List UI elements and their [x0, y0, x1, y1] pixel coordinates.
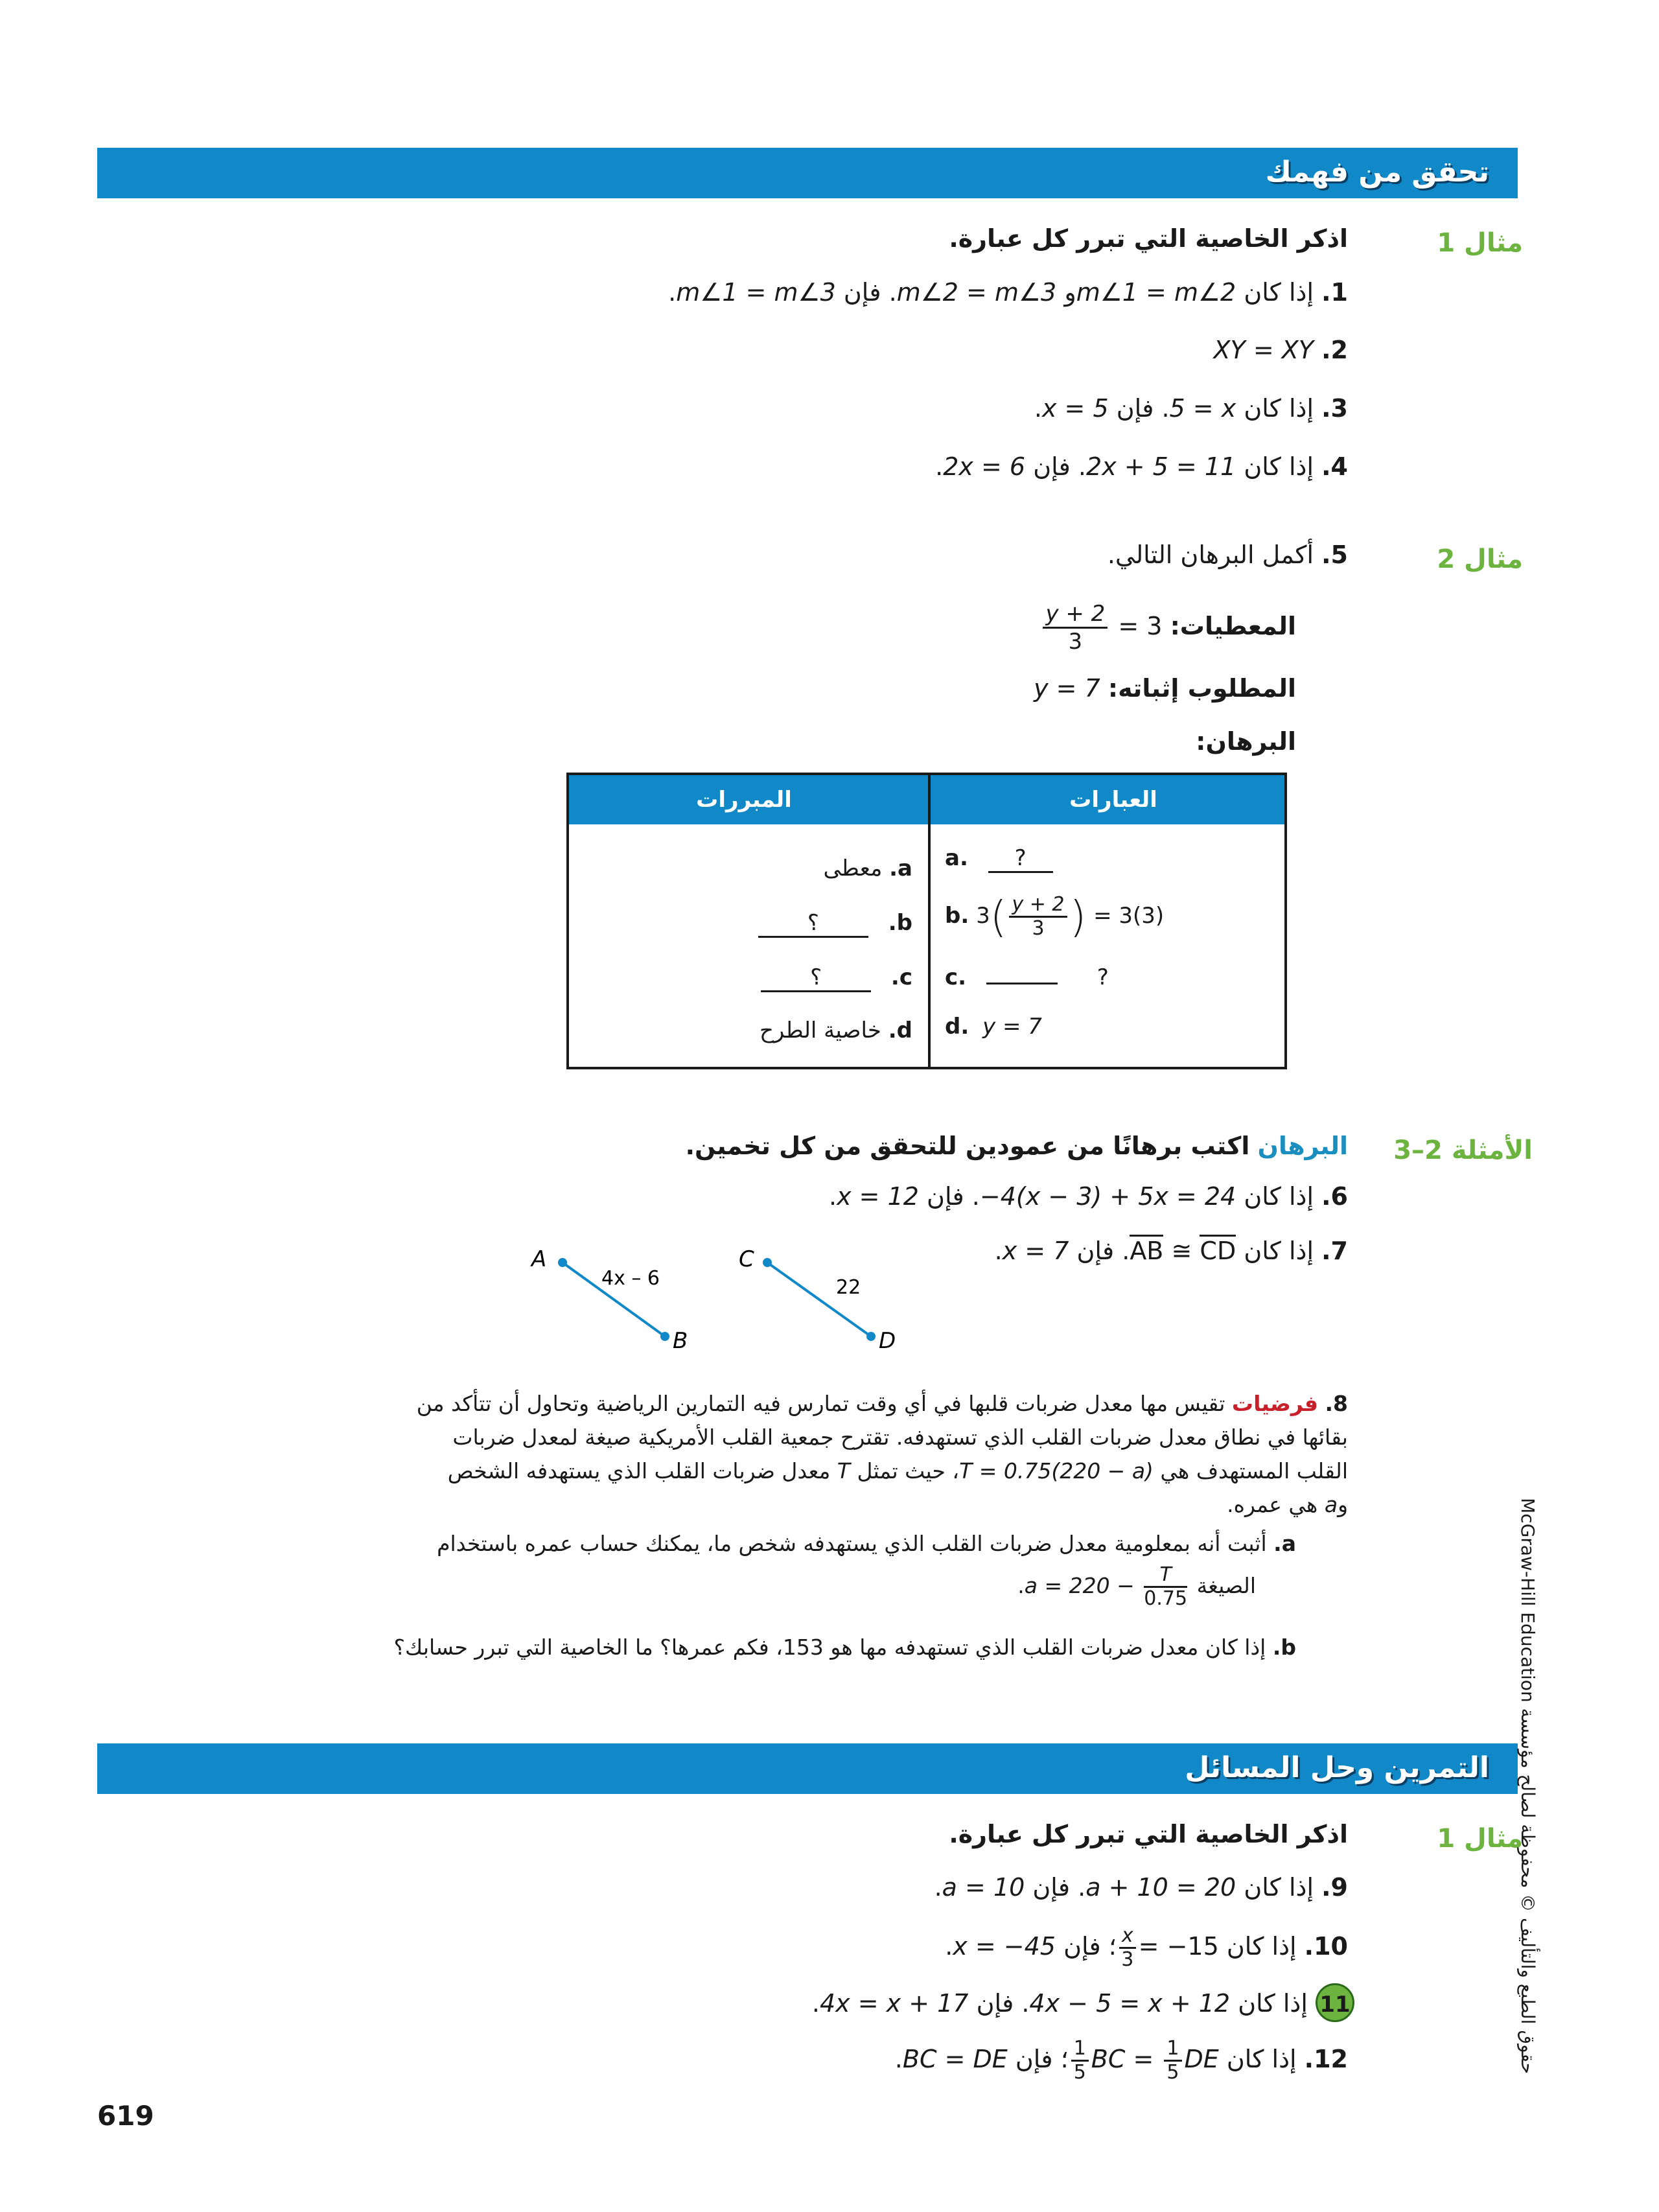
reasons-header: المبررات	[696, 787, 792, 813]
instruction-block	[311, 1129, 1348, 1163]
problem-7: 7. إذا كان AB ≅ CD. فإن x = 7.	[700, 1234, 1348, 1270]
length-label-ab: 4x – 6	[601, 1267, 660, 1290]
problem-10: 10. إذا كان $\frac{x}{3}$ = −15؛ فإن x = −45.	[945, 1924, 1348, 1971]
hypothesis-tag: فرضيات	[1231, 1391, 1318, 1416]
segment-ab: AB	[1130, 1235, 1163, 1265]
instruction-block	[376, 1817, 1348, 1851]
problem-number: 2.	[1321, 336, 1348, 364]
problem-number: 1.	[1321, 278, 1348, 307]
problem-6: 6. إذا كان −4(x − 3) + 5x = 24. فإن x = 12.	[829, 1182, 1348, 1211]
statement-d: d. y = 7	[945, 1014, 1042, 1040]
problem-number: 8.	[1325, 1391, 1348, 1416]
problem-number: 10.	[1304, 1932, 1348, 1961]
problem-number: 3.	[1321, 394, 1348, 423]
proof-label-block	[648, 725, 1296, 758]
problem-9: 9. إذا كان a + 10 = 20. فإن a = 10.	[934, 1873, 1348, 1902]
example-label: الأمثلة 2–3	[1393, 1135, 1533, 1165]
problem-number: 6.	[1321, 1182, 1348, 1211]
problem-number: 12.	[1304, 2045, 1348, 2073]
statements-header: العبارات	[1069, 787, 1157, 813]
segment-figures	[518, 1231, 920, 1361]
point-a	[558, 1258, 567, 1267]
point-d	[866, 1332, 876, 1341]
proof-table-header	[569, 775, 1284, 824]
problem-number: 7.	[1321, 1237, 1348, 1265]
prove-block: المطلوب إثباته: y = 7	[1034, 674, 1296, 703]
section-banner-practice	[97, 1743, 1518, 1794]
instruction: اذكر الخاصية التي تبرر كل عبارة.	[949, 224, 1348, 253]
statement-c: c. ?	[945, 964, 1109, 990]
proof-label: البرهان:	[1196, 727, 1296, 756]
problem-8b: b. إذا كان معدل ضربات القلب الذي تستهدفه مها هو 153، فكم عمرها؟ ما الخاصية التي تبرر حسابك؟	[393, 1635, 1296, 1660]
example-label: مثال 1	[1437, 1824, 1523, 1854]
section-banner-check	[97, 148, 1518, 198]
label-b: B	[673, 1328, 688, 1354]
problem-8a: a. أثبت أنه بمعلومية معدل ضربات القلب الذي يستهدفه شخص ما، يمكنك حساب عمره باستخدام الصيغة a = 220 − $\frac{T}{0.75}$ .	[437, 1531, 1296, 1610]
section-title: التمرين وحل المسائل	[1185, 1751, 1489, 1784]
reason-d: d. خاصية الطرح	[759, 1018, 912, 1043]
segment-ab-figure	[530, 1246, 688, 1354]
problem-number: 4.	[1321, 452, 1348, 481]
instruction: اذكر الخاصية التي تبرر كل عبارة.	[949, 1820, 1348, 1848]
problem-4: 4. إذا كان 2x + 5 = 11. فإن 2x = 6.	[935, 452, 1348, 481]
proof-tag: البرهان	[1257, 1132, 1348, 1160]
segment-cd: CD	[1200, 1235, 1236, 1265]
point-c	[763, 1258, 772, 1267]
problem-12: 12. إذا كان $\frac{1}{5}$ BC = $\frac{1}{5}$ DE؛ فإن BC = DE.	[894, 2037, 1348, 2084]
page-number: 619	[97, 2100, 154, 2132]
label-c: C	[739, 1246, 754, 1272]
statement-b: b. 3( $\frac{y + 2}{3}$ ) = 3(3)	[945, 892, 1165, 942]
problem-5: 5. أكمل البرهان التالي.	[1107, 541, 1348, 569]
point-b	[660, 1332, 669, 1341]
prove-label: المطلوب إثباته:	[1108, 674, 1296, 703]
section-title: تحقق من فهمك	[1265, 156, 1489, 189]
instruction-block	[376, 222, 1348, 255]
length-label-cd: 22	[836, 1276, 861, 1299]
given-block: المعطيات: $\frac{y + 2}{3}$ = 3	[648, 587, 1296, 651]
reason-c: c. ؟	[761, 964, 912, 992]
reason-a: a. معطى	[823, 856, 912, 881]
problem-number-highlight: 11	[1316, 1983, 1354, 2022]
reason-b: b. ؟	[758, 910, 912, 938]
problem-number: 9.	[1321, 1873, 1348, 1902]
instruction: اكتب برهانًا من عمودين للتحقق من كل تخمين.	[685, 1132, 1250, 1160]
problem-3: 3. إذا كان 5 = x. فإن x = 5.	[1034, 394, 1348, 423]
statement-a: a. ?	[945, 845, 1053, 873]
problem-8: 8. فرضيات تقيس مها معدل ضربات قلبها في أي وقت تمارس فيه التمارين الرياضية وتحاول أن تتأكد من بقائها في نطاق معدل ضربات القلب الذي تستهدفه. تقترح جمعية القلب الأمريكية صيغة لمعدل ضربات القلب المستهدف هي T = 0.75(220 − a)، حيث تمثل T معدل ضربات القلب الذي يستهدفه الشخص وa هي عمره.	[416, 1391, 1348, 1517]
segment-cd-figure	[739, 1246, 896, 1354]
label-d: D	[879, 1328, 896, 1354]
proof-table	[566, 773, 1287, 1069]
problem-11: 11 إذا كان 4x − 5 = x + 12. فإن 4x = x + 17.	[253, 1982, 1354, 2025]
given-label: المعطيات:	[1170, 612, 1296, 640]
example-label: مثال 1	[1437, 228, 1523, 258]
column-divider	[928, 775, 931, 1067]
problem-2: 2. XY = XY	[1213, 336, 1348, 364]
copyright-credit: حقوق الطبع والتأليف © محفوظة لصالح مؤسسة McGraw-Hill Education	[1517, 1498, 1538, 2074]
problem-number: 5.	[1321, 541, 1348, 569]
label-a: A	[531, 1246, 547, 1272]
example-label: مثال 2	[1437, 544, 1523, 574]
problem-1: 1. إذا كان m∠1 = m∠2و m∠2 = m∠3. فإن m∠1 = m∠3.	[668, 278, 1348, 307]
